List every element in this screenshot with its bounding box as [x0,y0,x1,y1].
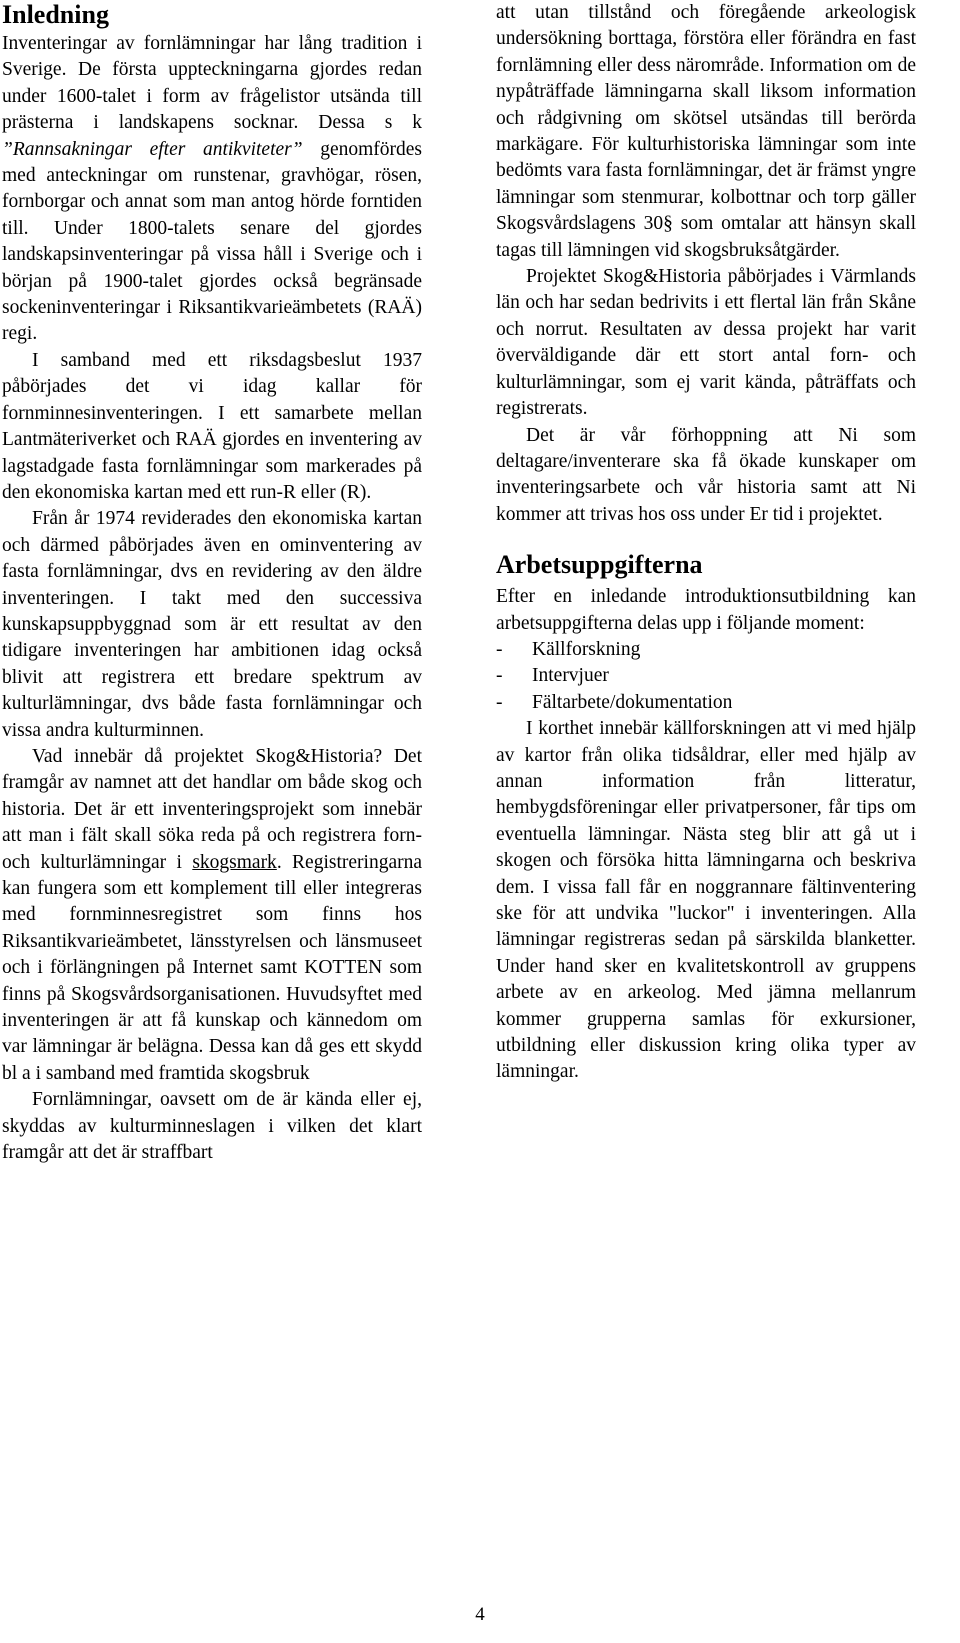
paragraph-project-start: Projektet Skog&Historia påbörjades i Värmlands län och har sedan bedrivits i ett flertal län från Skåne och norrut. Resultaten av dessa projekt har varit överväldigande där ett stort antal forn- och kulturlämningar, som ej varit kända, påträffats och registrerats. [496,266,916,420]
paragraph-revision: Från år 1974 reviderades den ekonomiska kartan och därmed påbörjades även en ominventering av fasta fornlämningar, dvs en revidering av den äldre inventeringen. I takt med den successiva kunskapsuppbyggnad som är ett resultat av den tidigare inventeringen har ambitionen idag också blivit att registrera ett bredare spektrum av kulturlämningar, dvs både fasta fornlämningar och vissa andra kulturminnen. [2,508,422,741]
list-item-text: Intervjuer [532,665,609,687]
list-dash: - [496,691,503,713]
page-number: 4 [475,1604,485,1625]
left-column [2,0,422,1166]
italic-title: ”Rannsakningar efter antikviteter” [2,138,303,160]
task-list [496,637,916,716]
paragraph-continuation: att utan tillstånd och föregående arkeologisk undersökning borttaga, förstöra eller förändra en fast fornlämning eller dess närområde. Information om de nypåträffade lämningarna skall liksom information och rådgivning om skötsel utsändas till berörda markägare. För kulturhistoriska lämningar som inte bedömts vara fasta fornlämningar, det är främst yngre lämningar som stenmurar, kolbottnar och torp gäller Skogsvårdslagens 30§ som omtalar att hänsyn skall tagas till lämningen vid skogsbruksåtgärder. [496,2,916,261]
paragraph-fornlamningar: Fornlämningar, oavsett om de är kända eller ej, skyddas av kulturminneslagen i vilken det klart framgår att det är straffbart [2,1089,422,1164]
paragraph-text: genomfördes med anteckningar om runstenar, gravhögar, rösen, fornborgar och annat som man antog hörde forntiden till. Under 1800-talets senare del gjordes landskapsinventeringar på vissa håll i Sverige och i början på 1900-talet gjordes också begränsade sockeninventeringar i Riksantikvarieämbetets (RAÄ) regi. [2,138,422,345]
list-dash: - [496,638,503,660]
list-dash: - [496,665,503,687]
heading-inledning: Inledning [2,0,109,29]
paragraph-project-description [2,744,422,1087]
list-item-text: Källforskning [532,638,641,660]
paragraph-riksdagsbeslut: I samband med ett riksdagsbeslut 1937 påbörjades det vi idag kallar för fornminnesinventeringen. I ett samarbete mellan Lantmäteriverket och RAÄ gjordes en inventering av lagstadgade fasta fornlämningar som markerades på den ekonomiska kartan med ett run-R eller (R). [2,349,422,503]
list-item-text: Fältarbete/dokumentation [532,691,733,713]
paragraph-text: Vad innebär då projektet Skog&Historia? Det framgår av namnet att det handlar om både skog och historia. Det är ett inventeringsprojekt som innebär att man i fält skall söka reda på och registrera forn- och kulturlämningar i [2,745,422,873]
list-item [496,637,916,663]
list-item [496,663,916,689]
right-column [496,0,916,1086]
paragraph-source-research: I korthet innebär källforskningen att vi med hjälp av kartor från olika tidsåldrar, eller med hjälp av annan information från litteratur, hembygdsföreningar eller privatpersoner, får tips om eventuella lämningar. Nästa steg blir att gå ut i skogen och försöka hitta lämningarna och beskriva dem. I vissa fall får en noggrannare fältinventering ske för att undvika "luckor" i inventeringen. Alla lämningar registreras sedan på särskilda blanketter. Under hand sker en kvalitetskontroll av gruppens arbete av en arkeolog. Med jämna mellanrum kommer grupperna samlas för exkursioner, utbildning eller diskussion kring olika typer av lämningar. [496,718,916,1083]
heading-arbetsuppgifterna: Arbetsuppgifterna [496,550,703,580]
list-item [496,690,916,716]
paragraph-text: . Registreringarna kan fungera som ett komplement till eller integreras med fornminnesregistret som finns hos Riksantikvarieämbetet, länsstyrelsen och länsmuseet och i förlängningen på Internet samt KOTTEN som finns på Skogsvårdsorganisationen. Huvudsyftet med inventeringen är att få kunskap och kännedom om var lämningar är belägna. Dessa kan då ges ett skydd bl a i samband med framtida skogsbruk [2,851,422,1084]
paragraph-history-intro [2,31,422,348]
paragraph-text: Inventeringar av fornlämningar har lång tradition i Sverige. De första uppteckningarna gjordes redan under 1600-talet i form av frågelistor utsända till prästerna i landskapens socknar. Dessa s k [2,33,422,134]
paragraph-hope: Det är vår förhoppning att Ni som deltagare/inventerare ska få ökade kunskaper om inventeringsarbete och vår historia samt att Ni kommer att trivas hos oss under Er tid i projektet. [496,424,916,525]
underlined-word: skogsmark [192,851,277,873]
paragraph-tasks-intro: Efter en inledande introduktionsutbildning kan arbetsuppgifterna delas upp i följande moment: [496,586,916,634]
